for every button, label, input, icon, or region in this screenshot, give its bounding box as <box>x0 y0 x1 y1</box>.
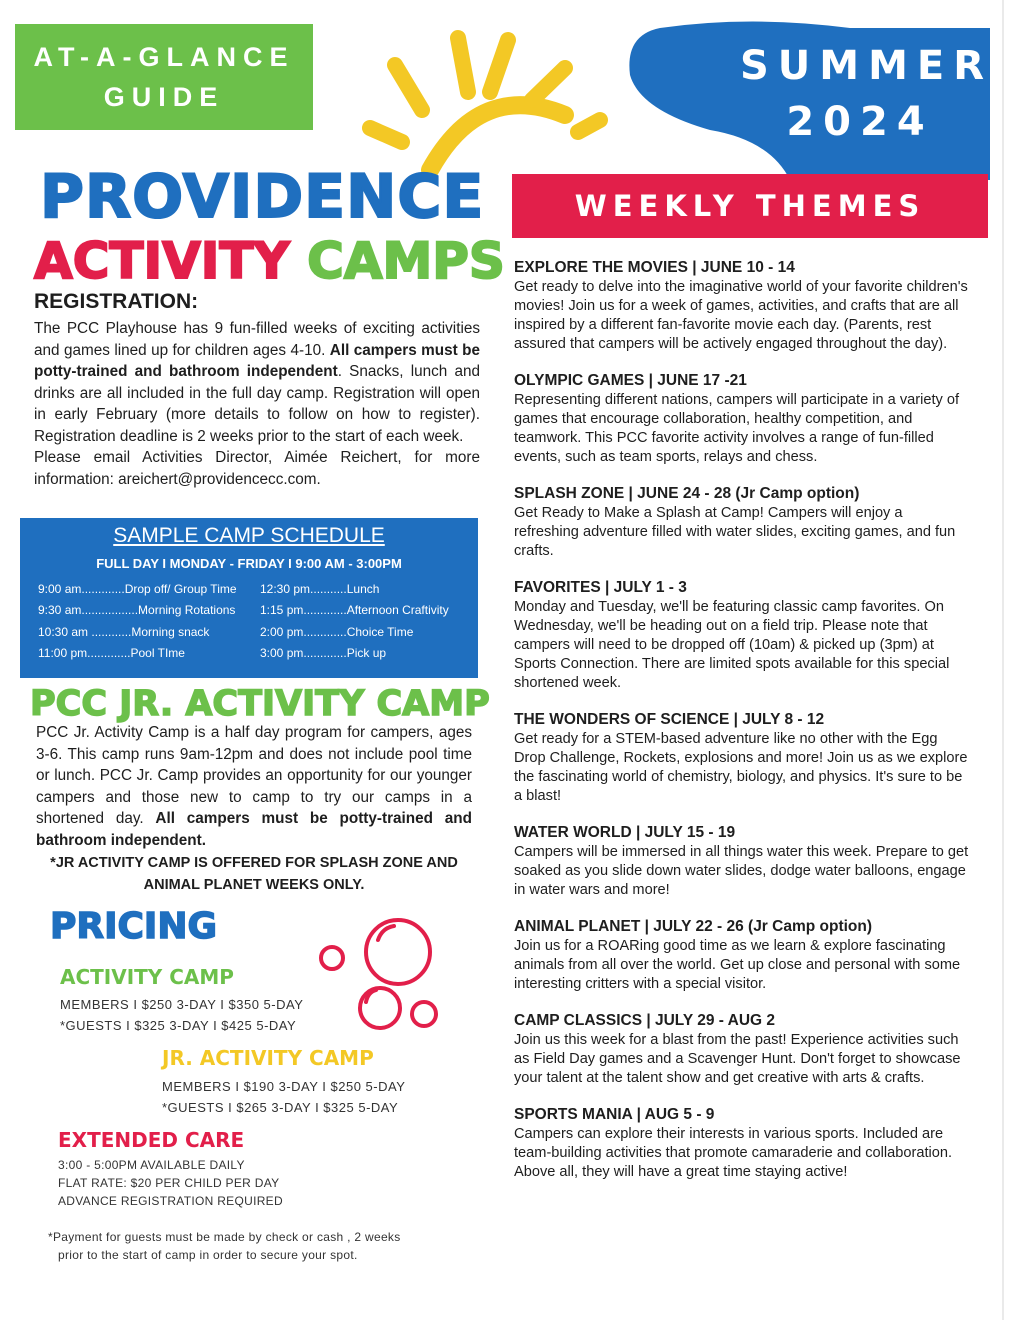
bubbles-icon <box>310 910 450 1040</box>
theme-title: ANIMAL PLANET | JULY 22 - 26 (Jr Camp option) <box>514 918 873 935</box>
theme-item <box>514 1105 969 1182</box>
theme-description: Campers can explore their interests in various sports. Included are team-building activities that promote camaraderie and collaboration. Above all, they will have a great time staying active! <box>514 1126 953 1180</box>
extended-care-details <box>58 1156 283 1210</box>
theme-item <box>514 484 969 561</box>
schedule-activity: Lunch <box>346 582 380 596</box>
schedule-row: 12:30 pm...........Lunch <box>260 582 380 596</box>
schedule-row: 9:30 am.................Morning Rotations <box>38 603 236 617</box>
schedule-time: 9:30 am <box>38 603 82 617</box>
theme-item <box>514 917 969 994</box>
pricing-heading: PRICING <box>50 906 217 947</box>
title-activity-camps <box>34 232 505 290</box>
theme-title: WATER WORLD | JULY 15 - 19 <box>514 824 736 841</box>
jr-camp-bold-text: All campers must be potty-trained and bathroom independent. <box>36 810 472 849</box>
schedule-title: SAMPLE CAMP SCHEDULE <box>113 524 385 547</box>
extended-care-line: ADVANCE REGISTRATION REQUIRED <box>58 1194 283 1208</box>
weekly-themes-banner: WEEKLY THEMES <box>512 174 988 238</box>
theme-item <box>514 1011 969 1088</box>
schedule-time: 1:15 pm <box>260 603 304 617</box>
title-providence: PROVIDENCE <box>40 162 485 232</box>
theme-description: Join us this week for a blast from the past! Experience activities such as Field Day games and a Scavenger Hunt. Don't forget to showcase your talent at the talent show and get creative with arts & crafts. <box>514 1032 961 1086</box>
extended-care-line: FLAT RATE: $20 PER CHILD PER DAY <box>58 1176 280 1190</box>
glance-line-1: AT-A-GLANCE <box>33 42 295 72</box>
jr-camp-heading: PCC JR. ACTIVITY CAMP <box>30 684 490 724</box>
jr-camp-text <box>36 722 472 851</box>
activity-camp-guests-price: *GUESTS I $325 3-DAY I $425 5-DAY <box>60 1018 297 1033</box>
theme-description: Monday and Tuesday, we'll be featuring classic camp favorites. On Wednesday, we'll be heading out on a field trip. Please note that campers will need to be dropped off (10am) & picked up (3pm) at Sports Connection. There are limited spots available for this special shortened week. <box>514 599 950 691</box>
theme-description: Get Ready to Make a Splash at Camp! Campers will enjoy a refreshing adventure filled with water slides, exciting games, and fun crafts. <box>514 505 956 559</box>
summer-word: SUMMER <box>740 43 994 89</box>
theme-item <box>514 371 969 467</box>
title-activity-word: ACTIVITY <box>34 232 290 290</box>
theme-item <box>514 258 969 354</box>
schedule-activity: Morning Rotations <box>138 603 236 617</box>
registration-heading: REGISTRATION: <box>34 290 199 313</box>
theme-description: Representing different nations, campers will participate in a variety of games that encourage collaboration, healthy competition, and teamwork. This PCC favorite activity involves a range of fun-filled events, such as team sports, relays and chess. <box>514 392 960 465</box>
summer-year: 2024 <box>786 99 934 145</box>
registration-text-bold: All campers must be potty-trained and bathroom independent <box>34 341 481 380</box>
schedule-row: 1:15 pm.............Afternoon Craftivity <box>260 603 449 617</box>
theme-description: Join us for a ROARing good time as we learn & explore fascinating animals from all over the world. Get up close and personal with some interesting critters with a special visitor. <box>514 938 961 992</box>
footnote-line: prior to the start of camp in order to secure your spot. <box>58 1248 358 1262</box>
summer-year-label <box>740 38 994 150</box>
schedule-activity: Choice Time <box>346 625 414 639</box>
sample-schedule-box <box>20 518 478 678</box>
schedule-activity: Drop off/ Group Time <box>124 582 237 596</box>
jr-camp-price-heading: JR. ACTIVITY CAMP <box>162 1046 374 1070</box>
schedule-time: 2:00 pm <box>260 625 304 639</box>
theme-description: Get ready to delve into the imaginative world of your favorite children's movies! Join us for a week of games, activities, and crafts that are all inspired by a different fan-favorite movie each day. (Parents, rest assured that campers will be actively engaged throughout the day). <box>514 279 968 352</box>
footnote-line: *Payment for guests must be made by check or cash , 2 weeks <box>48 1230 401 1244</box>
schedule-activity: Pool TIme <box>130 646 185 660</box>
schedule-subtitle: FULL DAY I MONDAY - FRIDAY I 9:00 AM - 3:00PM <box>96 556 402 571</box>
schedule-row: 3:00 pm.............Pick up <box>260 646 387 660</box>
registration-text <box>34 318 480 490</box>
schedule-time: 12:30 pm <box>260 582 311 596</box>
schedule-time: 10:30 am <box>38 625 89 639</box>
theme-title: FAVORITES | JULY 1 - 3 <box>514 579 687 596</box>
jr-camp-guests-price: *GUESTS I $265 3-DAY I $325 5-DAY <box>162 1100 399 1115</box>
page-edge-divider <box>1002 0 1004 1320</box>
theme-item <box>514 710 969 806</box>
theme-description: Get ready for a STEM-based adventure like no other with the Egg Drop Challenge, Rockets, explosions and more! Join us as we explore the fascinating world of chemistry, biology, and physics. It's sure to be a blast! <box>514 731 968 804</box>
title-camps-word: CAMPS <box>307 232 505 290</box>
theme-title: EXPLORE THE MOVIES | JUNE 10 - 14 <box>514 259 795 276</box>
at-a-glance-banner <box>15 24 313 130</box>
theme-title: SPLASH ZONE | JUNE 24 - 28 (Jr Camp option) <box>514 485 860 502</box>
schedule-row: 9:00 am.............Drop off/ Group Time <box>38 582 237 596</box>
activity-camp-price-heading: ACTIVITY CAMP <box>60 965 234 989</box>
schedule-time: 9:00 am <box>38 582 82 596</box>
registration-contact: Please email Activities Director, Aimée Reichert, for more information: areichert@providencecc.com. <box>34 449 480 488</box>
theme-title: CAMP CLASSICS | JULY 29 - AUG 2 <box>514 1012 776 1029</box>
theme-item <box>514 823 969 900</box>
registration-text-part1: The PCC Playhouse has 9 fun-filled weeks of exciting activities and games lined up for children ages 4-10. <box>34 320 480 359</box>
theme-description: Campers will be immersed in all things water this week. Prepare to get soaked as you slide down water slides, dodge water balloons, engage in water wars and more! <box>514 844 969 898</box>
jr-camp-description: PCC Jr. Activity Camp is a half day program for campers, ages 3-6. This camp runs 9am-12pm and does not include pool time or lunch. PCC Jr. Camp provides an opportunity for our younger campers and those new to camp to try our camps in a shortened day. <box>36 724 472 827</box>
extended-care-line: 3:00 - 5:00PM AVAILABLE DAILY <box>58 1158 245 1172</box>
payment-footnote <box>48 1228 401 1264</box>
weekly-themes-list <box>514 258 969 1199</box>
glance-line-2: GUIDE <box>103 82 225 112</box>
schedule-activity: Morning snack <box>131 625 210 639</box>
jr-camp-members-price: MEMBERS I $190 3-DAY I $250 5-DAY <box>162 1079 406 1094</box>
theme-item <box>514 578 969 693</box>
extended-care-heading: EXTENDED CARE <box>58 1128 245 1152</box>
schedule-row: 11:00 pm.............Pool TIme <box>38 646 185 660</box>
jr-camp-note: *JR ACTIVITY CAMP IS OFFERED FOR SPLASH ZONE AND ANIMAL PLANET WEEKS ONLY. <box>50 855 458 893</box>
theme-title: SPORTS MANIA | AUG 5 - 9 <box>514 1106 715 1123</box>
schedule-time: 11:00 pm <box>38 646 88 660</box>
activity-camp-members-price: MEMBERS I $250 3-DAY I $350 5-DAY <box>60 997 304 1012</box>
sun-icon <box>360 20 630 180</box>
theme-title: OLYMPIC GAMES | JUNE 17 -21 <box>514 372 747 389</box>
schedule-row: 10:30 am ............Morning snack <box>38 625 210 639</box>
theme-title: THE WONDERS OF SCIENCE | JULY 8 - 12 <box>514 711 825 728</box>
schedule-row: 2:00 pm.............Choice Time <box>260 625 414 639</box>
schedule-activity: Pick up <box>346 646 387 660</box>
schedule-activity: Afternoon Craftivity <box>346 603 449 617</box>
registration-text-part2: . Snacks, lunch and drinks are all included in the full day camp. Registration will open in early February (more details to follow on how to register). Registration deadline is 2 weeks prior to the start of each week. <box>34 363 480 445</box>
schedule-time: 3:00 pm <box>260 646 304 660</box>
